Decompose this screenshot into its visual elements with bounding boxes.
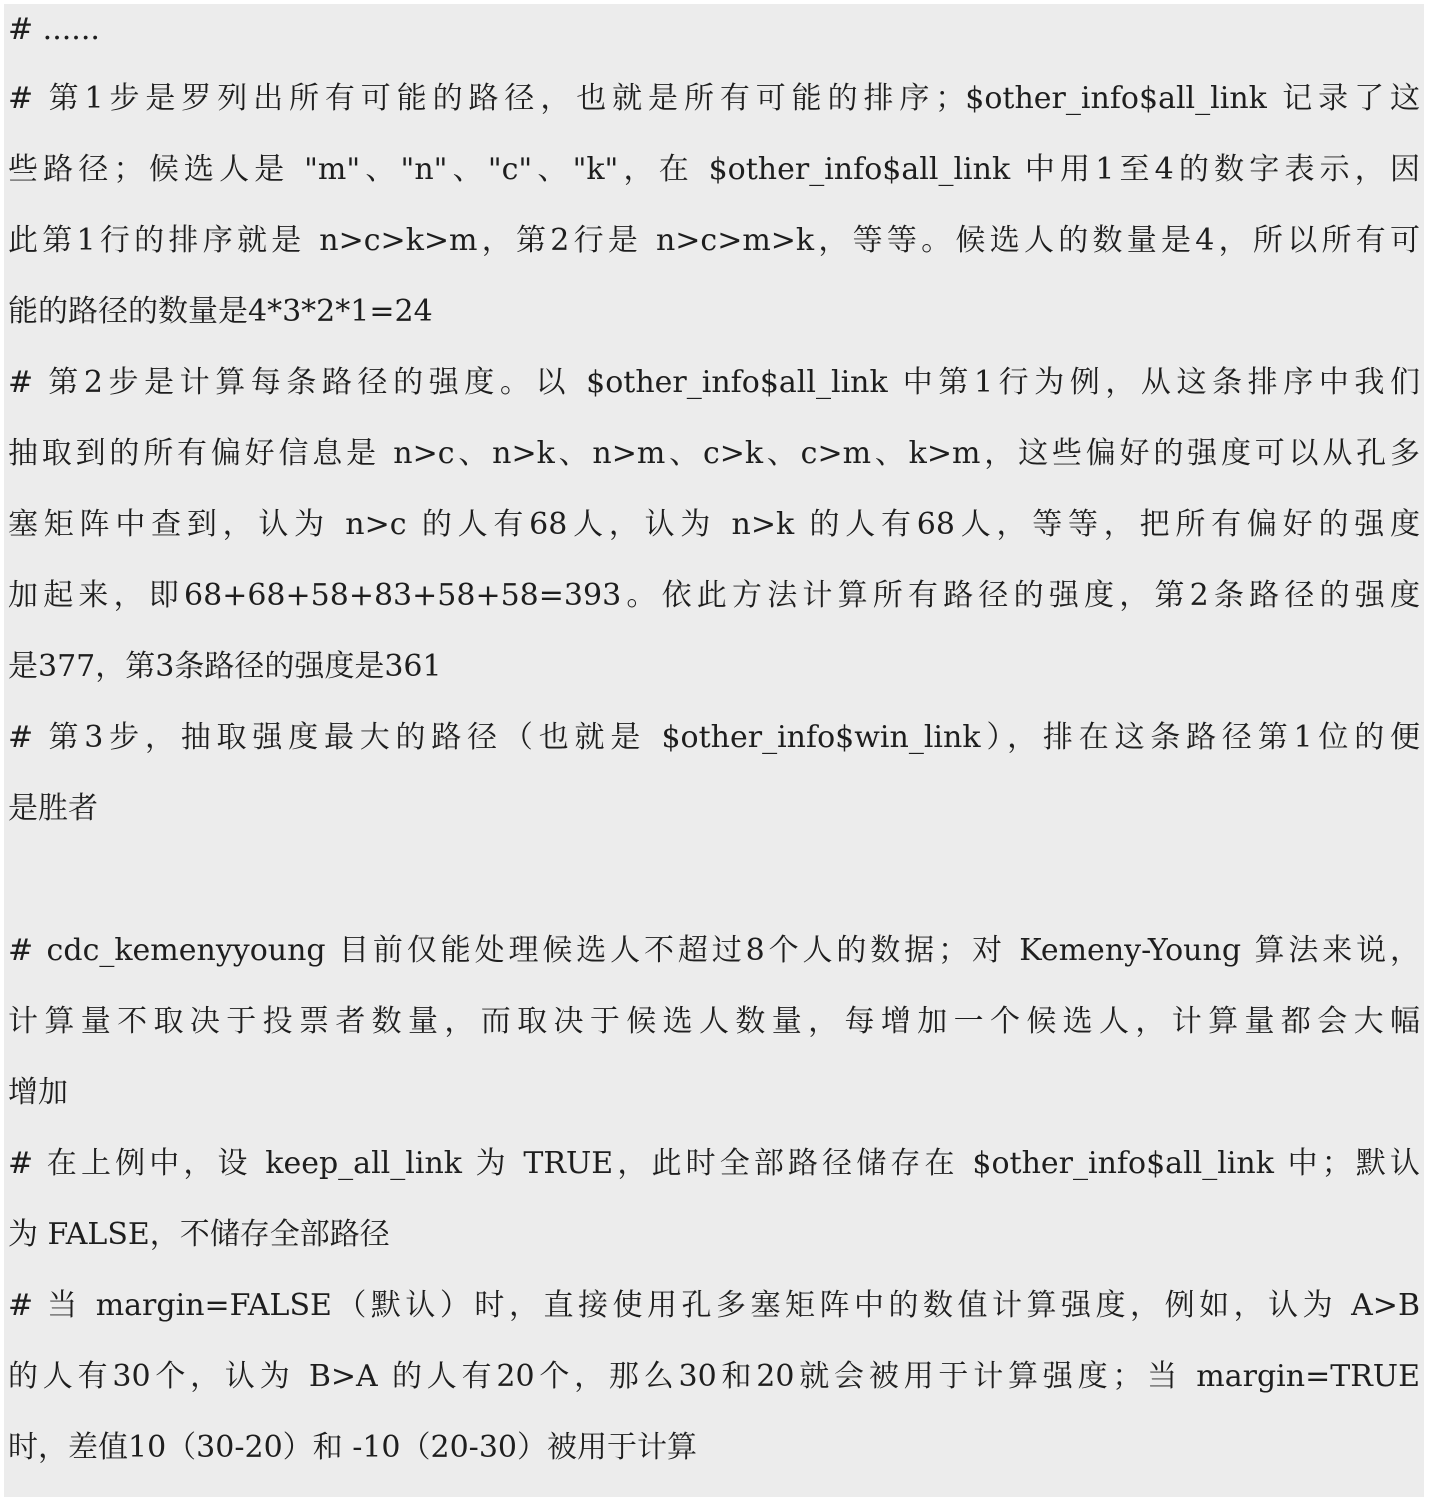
comment-line: 增加 <box>8 1075 68 1110</box>
comment-line: 是胜者 <box>8 791 98 826</box>
blank-line <box>8 844 1420 915</box>
comment-line: # 第2步是计算每条路径的强度。以 $other_info$all_link 中第1行为例，从这条排序中我们 <box>8 365 1420 400</box>
comment-line: 加起来，即68+68+58+83+58+58=393。依此方法计算所有路径的强度，第2条路径的强度 <box>8 578 1420 613</box>
code-comment-block <box>4 4 1424 1497</box>
comment-line: 塞矩阵中查到，认为 n>c 的人有68人，认为 n>k 的人有68人，等等，把所有偏好的强度 <box>8 507 1420 542</box>
comment-line: 能的路径的数量是4*3*2*1=24 <box>8 294 433 329</box>
comment-line: 的人有30个，认为 B>A 的人有20个，那么30和20就会被用于计算强度；当 margin=TRUE <box>8 1359 1420 1394</box>
comment-line: # ...... <box>8 12 100 47</box>
comment-line: 计算量不取决于投票者数量，而取决于候选人数量，每增加一个候选人，计算量都会大幅 <box>8 1004 1420 1039</box>
comment-line: 是377，第3条路径的强度是361 <box>8 649 442 684</box>
comment-line: # 第3步，抽取强度最大的路径（也就是 $other_info$win_link），排在这条路径第1位的便 <box>8 720 1420 755</box>
comment-line: 些路径；候选人是 "m"、"n"、"c"、"k"，在 $other_info$all_link 中用1至4的数字表示，因 <box>8 152 1420 187</box>
comment-line: # 第1步是罗列出所有可能的路径，也就是所有可能的排序；$other_info$all_link 记录了这 <box>8 81 1420 116</box>
comment-line: 此第1行的排序就是 n>c>k>m，第2行是 n>c>m>k，等等。候选人的数量是4，所以所有可 <box>8 223 1420 258</box>
comment-line: # 当 margin=FALSE（默认）时，直接使用孔多塞矩阵中的数值计算强度，例如，认为 A>B <box>8 1288 1420 1323</box>
comment-line: 时，差值10（30-20）和 -10（20-30）被用于计算 <box>8 1430 697 1465</box>
comment-line: 抽取到的所有偏好信息是 n>c、n>k、n>m、c>k、c>m、k>m，这些偏好的强度可以从孔多 <box>8 436 1420 471</box>
comment-line: # cdc_kemenyyoung 目前仅能处理候选人不超过8个人的数据；对 Kemeny-Young 算法来说， <box>8 933 1420 968</box>
comment-line: # 在上例中，设 keep_all_link 为 TRUE，此时全部路径储存在 $other_info$all_link 中；默认 <box>8 1146 1420 1181</box>
comment-line: 为 FALSE，不储存全部路径 <box>8 1217 390 1252</box>
